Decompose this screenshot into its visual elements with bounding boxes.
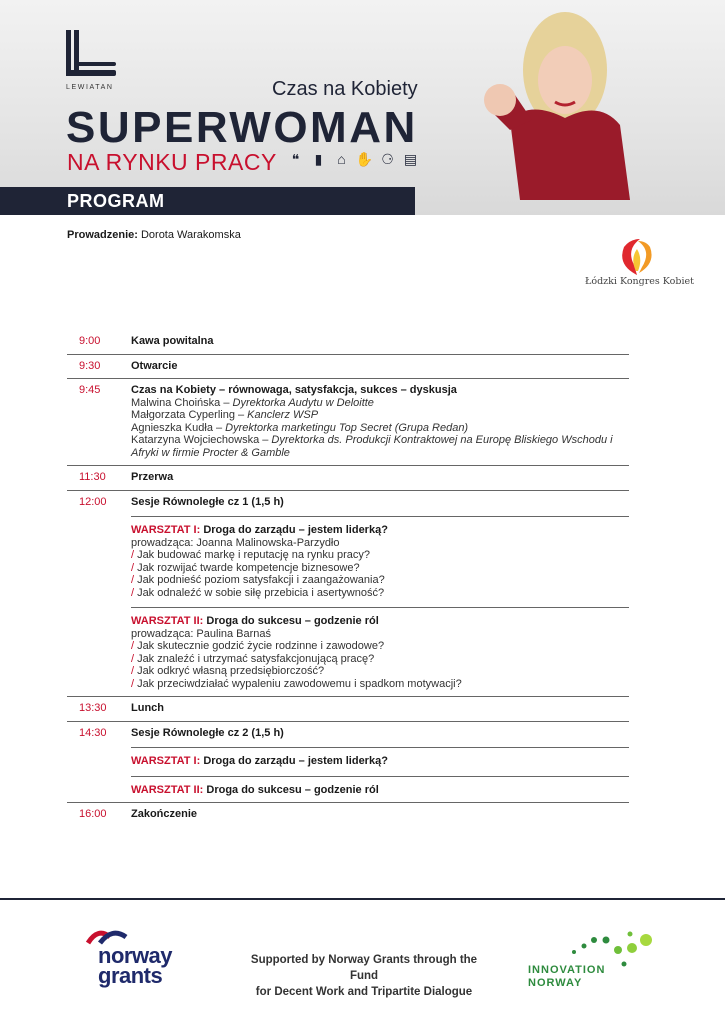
norway-grants-text: norway grants [98,943,173,988]
workshop-lead: prowadząca: Joanna Malinowska-Parzydło [131,536,340,549]
agenda-row [67,330,629,355]
agenda-row [67,379,629,466]
question: / Jak budować markę i reputację na rynku pracy? [131,549,371,561]
question: / Jak rozwijać twarde kompetencje biznesowe? [131,561,360,574]
agenda-time: 9:00 [79,335,101,347]
agenda-title: Lunch [131,702,164,714]
agenda-title: Sesje Równoległe cz 1 (1,5 h) [131,495,284,508]
host-name: Dorota Warakomska [140,229,241,241]
agenda-row [67,722,629,804]
agenda-row [67,355,629,380]
agenda-title: Otwarcie [131,359,178,372]
agenda-row [67,491,629,698]
agenda-time: 16:00 [79,808,107,820]
speech-icon: ❝ [291,151,300,167]
workshop-label: WARSZTAT I: [131,755,201,767]
question: / Jak odkryć własną przedsiębiorczość? [131,665,325,677]
section-bar [0,187,415,215]
question: / Jak przeciwdziałać wypaleniu zawodowemu i spadkom motywacji? [131,677,462,690]
speaker: Katarzyna Wojciechowska – Dyrektorka ds. Produkcji Kontraktowej na Europę Bliskiego Wschodu i Afryki w firmie Procter & Gamble [131,434,613,459]
host-label: Prowadzenie: [67,229,138,241]
agenda-title: Zakończenie [131,808,198,820]
question: / Jak podnieść poziom satysfakcji i zaangażowania? [131,574,385,586]
question: / Jak skutecznie godzić życie rodzinne i zawodowe? [131,640,385,652]
agenda-time: 13:30 [79,702,107,714]
document-icon: ▤ [403,151,418,167]
stroller-icon: ⚆ [381,151,394,167]
speaker: Malwina Choińska – Dyrektorka Audytu w Deloitte [131,396,374,409]
partner-logo [582,233,694,295]
workshop-title: Droga do sukcesu – godzenie ról [206,783,379,796]
header-banner [0,0,725,215]
agenda-row [67,697,629,722]
agenda-time: 11:30 [79,471,106,483]
speaker: Agnieszka Kudła – Dyrektorka marketingu Top Secret (Grupa Redan) [131,421,469,434]
agenda-time: 9:45 [79,384,101,396]
host-line [67,229,241,241]
footer-divider [0,898,725,900]
agenda-title: Sesje Równoległe cz 2 (1,5 h) [131,726,284,739]
agenda-row [67,466,629,491]
page-subtitle: NA RYNKU PRACY [67,149,277,175]
question: / Jak odnaleźć w sobie siłę przebicia i asertywność? [131,586,385,599]
workshop-title: Droga do sukcesu – godzenie ról [206,615,379,627]
page-title: SUPERWOMAN [66,103,418,152]
logo-text: LEWIATAN [66,84,114,91]
section-label: PROGRAM [67,191,165,211]
agenda-row [67,803,629,827]
agenda [67,330,629,827]
lewiatan-logo [64,30,124,92]
workshop-label: WARSZTAT II: [131,783,204,796]
workshop-lead: prowadząca: Paulina Barnaś [131,627,272,640]
supported-text: Supported by Norway Grants through the Fund for Decent Work and Tripartite Dialogue [250,954,478,998]
speaker: Małgorzata Cyperling – Kanclerz WSP [131,409,319,421]
house-icon: ⌂ [337,151,346,167]
workshop-title: Droga do zarządu – jestem liderką? [203,755,388,767]
superwoman-photo [470,0,640,215]
handshake-icon: ✋ [355,151,374,167]
agenda-time: 9:30 [79,359,101,372]
workshop [131,516,629,599]
theme-icons [286,151,420,168]
workshop-label: WARSZTAT I: [131,524,201,536]
bottle-icon: ▮ [314,151,323,167]
workshop [131,607,629,690]
agenda-title: Czas na Kobiety – równowaga, satysfakcja, sukces – dyskusja [131,384,457,396]
agenda-time: 14:30 [79,726,107,739]
question: / Jak znaleźć i utrzymać satysfakcjonującą pracę? [131,652,375,665]
agenda-time: 12:00 [79,495,107,508]
workshop-label: WARSZTAT II: [131,615,204,627]
agenda-title: Przerwa [131,471,174,483]
workshop [131,776,629,797]
workshop [131,747,629,768]
innovation-norway-text: INNOVATION NORWAY [528,964,606,989]
partner-logo-text: Łódzki Kongres Kobiet [585,276,694,287]
tagline: Czas na Kobiety [272,78,418,100]
agenda-title: Kawa powitalna [131,335,214,347]
flame-icon [612,235,662,277]
workshop-title: Droga do zarządu – jestem liderką? [203,524,388,536]
